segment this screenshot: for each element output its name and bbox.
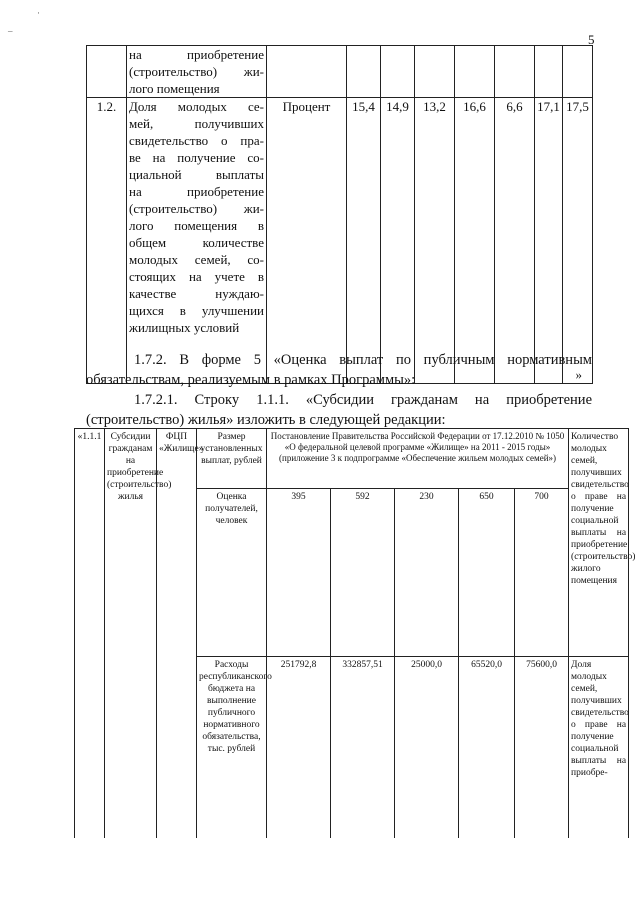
form5-table [74,428,636,838]
expenses-value: 251792,8 [267,657,331,839]
text-line: лого помещения [129,81,220,96]
indicator-name-cell [127,98,267,384]
recipients-value: 395 [267,489,331,657]
text-line: циальной выплаты [129,167,264,182]
text-line: общем количестве [129,235,264,250]
value-cell: 15,4 [347,98,381,384]
value-cell [415,46,455,98]
program-cell: ФЦП «Жилище» [157,429,197,839]
text-line: стоящих на учете в [129,269,264,284]
unit-cell: Процент [267,98,347,384]
text-line: (строительство) жи- [129,64,264,79]
value-cell [563,46,593,98]
scan-dash-mark: – [8,26,13,36]
text-line: молодых семей, со- [129,252,264,267]
text-line: лого помещения в [129,218,264,233]
text-line: на приобретение [129,47,264,62]
text-line: мей, получивших [129,116,264,131]
expenses-value: 332857,51 [331,657,395,839]
legal-basis-cell: Постановление Правительства Российской Федерации от 17.12.2010 № 1050 «О федеральной целевой программе «Жилище» на 2011 - 2015 годы» (приложение 3 к подпрограмме «Обеспечение жильем молодых семей») [267,429,569,489]
text-line: на приобретение [129,184,264,199]
recipients-value: 230 [395,489,459,657]
scan-dot-mark: · [37,8,40,18]
indicator-name-cell [127,46,267,98]
value-cell [455,46,495,98]
recipients-value: 700 [515,489,569,657]
page-number: 5 [588,32,595,47]
paragraph-1-7-2-1: 1.7.2.1. Строку 1.1.1. «Субсидии гражданам на приобретение (строительство) жилья» изложить в следующей редакции: [86,392,592,428]
value-cell: 16,6 [455,98,495,384]
indicators-table [86,45,593,384]
subsidy-name-cell: Субсидии гражданам на приобретение (строительство) жилья [105,429,157,839]
expenses-value: 25000,0 [395,657,459,839]
closing-quote: » [575,367,582,382]
value-cell: 14,9 [381,98,415,384]
paragraph-1-7-2: 1.7.2. В форме 5 «Оценка выплат по публичным нормативным обязательствам, реализуемым в рамках Программы»: [86,352,592,388]
value-cell-last [563,98,593,384]
payment-size-header: Размер установленных выплат, рублей [197,429,267,489]
text-line: свидетельство о пра- [129,133,264,148]
unit-cell [267,46,347,98]
expenses-value: 65520,0 [459,657,515,839]
text-line: качестве нуждаю- [129,286,264,301]
expenses-label: Расходы республиканского бюджета на выполнение публичного нормативного обязательства, тыс. рублей [197,657,267,839]
value-cell [347,46,381,98]
value-cell: 6,6 [495,98,535,384]
text-line: (строительство) жи- [129,201,264,216]
indicator-count-cell: Количество молодых семей, получивших свидетельство о праве на получение социальной выплаты на приобретение (строительство) жилого помещения [569,429,629,657]
form5-header-row [75,429,629,489]
table-row-1-2 [87,98,593,384]
value-cell: 17,1 [535,98,563,384]
value-cell [535,46,563,98]
text-line: щихся в улучшении [129,303,264,318]
row-number-cell: «1.1.1 [75,429,105,839]
indicator-share-cell: Доля молодых семей, получивших свидетельство о праве на получение социальной выплаты на приобре- [569,657,629,839]
row-number-cell: 1.2. [87,98,127,384]
recipients-value: 592 [331,489,395,657]
recipients-label: Оценка получателей, человек [197,489,267,657]
table-row-continuation [87,46,593,98]
value-text: 17,5 [566,99,589,114]
value-cell [381,46,415,98]
text-line: ве на получение со- [129,150,264,165]
text-line: Доля молодых се- [129,99,264,114]
recipients-value: 650 [459,489,515,657]
value-cell: 13,2 [415,98,455,384]
row-number-cell [87,46,127,98]
value-cell [495,46,535,98]
expenses-value: 75600,0 [515,657,569,839]
text-line: жилищных условий [129,320,240,335]
